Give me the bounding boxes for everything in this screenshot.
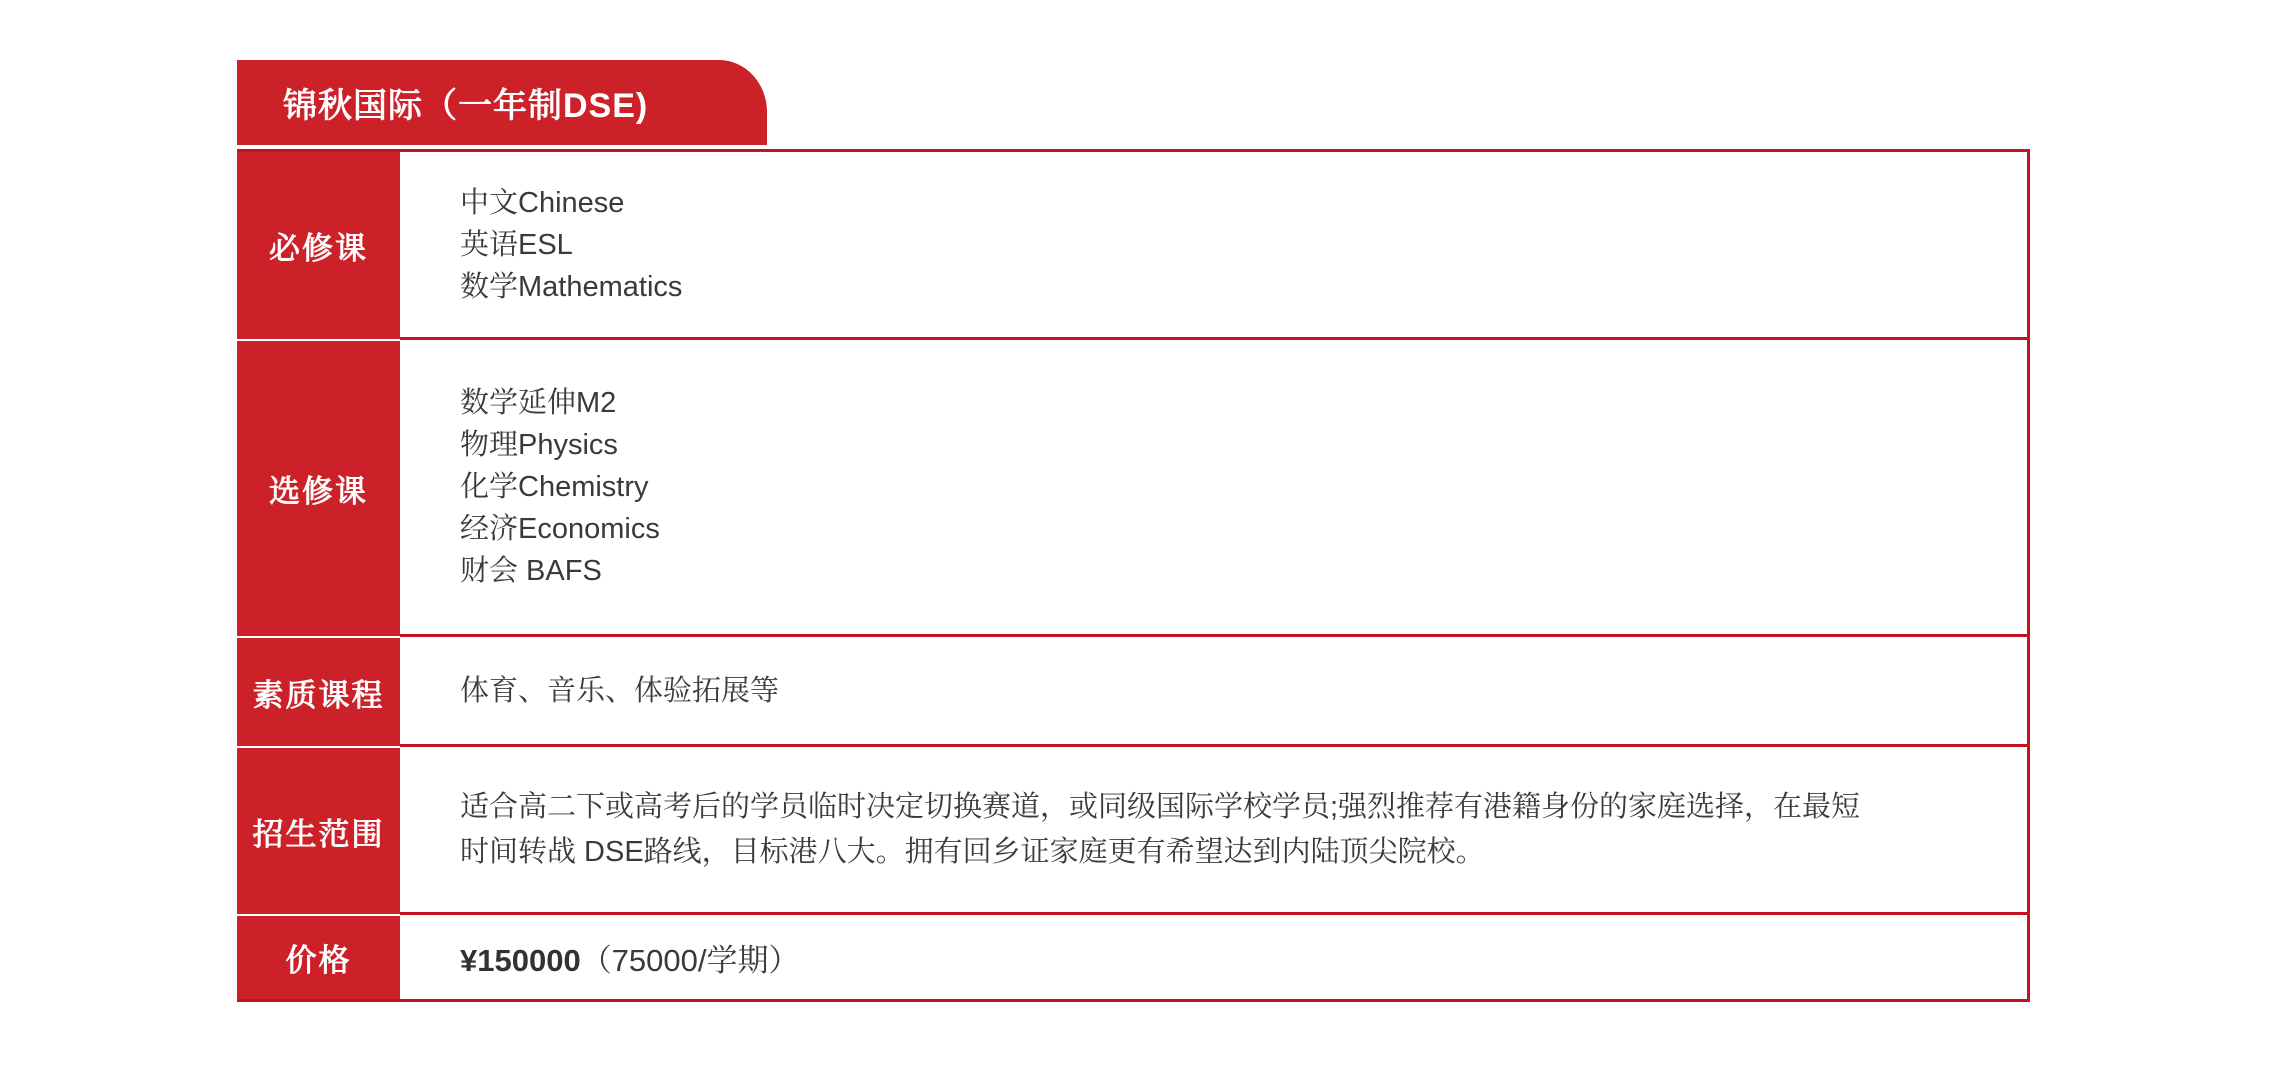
row-content-enrollment-scope — [400, 747, 2027, 915]
course-line: 英语ESL — [460, 228, 573, 261]
table-row-required-courses — [237, 152, 2027, 340]
paragraph-line: 时间转战 DSE路线，目标港八大。拥有回乡证家庭更有希望达到内陆顶尖院校。 — [460, 835, 1485, 868]
row-label-enrollment-scope: 招生范围 — [252, 816, 385, 852]
table-row-enrollment-scope — [237, 747, 2027, 915]
row-label-cell — [237, 916, 400, 999]
row-label-price: 价格 — [285, 943, 352, 978]
row-content-required-courses — [400, 152, 2027, 340]
course-line: 中文Chinese — [460, 186, 625, 219]
table-row-elective-courses — [237, 340, 2027, 637]
course-line: 数学延伸M2 — [460, 387, 617, 419]
row-content-price — [400, 915, 2027, 999]
course-line: 物理Physics — [460, 429, 618, 461]
row-label-required-courses: 必修课 — [269, 231, 368, 266]
course-line: 体育、音乐、体验拓展等 — [460, 674, 780, 707]
row-content-quality-courses — [400, 637, 2027, 747]
row-label-cell — [237, 341, 400, 636]
program-header-tab — [237, 60, 767, 145]
row-label-elective-courses: 选修课 — [269, 474, 368, 509]
row-label-quality-courses: 素质课程 — [252, 677, 385, 713]
course-line: 数学Mathematics — [460, 270, 683, 303]
paragraph-line: 适合高二下或高考后的学员临时决定切换赛道，或同级国际学校学员;强烈推荐有港籍身份的家庭选择，在最短 — [460, 790, 1861, 823]
price-per-term: （75000/学期） — [580, 942, 800, 978]
table-row-price — [237, 915, 2027, 999]
price-line — [460, 935, 1987, 980]
course-line: 经济Economics — [460, 513, 660, 545]
row-label-cell — [237, 748, 400, 914]
course-line: 财会 BAFS — [460, 555, 602, 587]
row-content-elective-courses — [400, 340, 2027, 637]
table-row-quality-courses — [237, 637, 2027, 747]
row-label-cell — [237, 152, 400, 339]
program-title: 锦秋国际（一年制DSE) — [283, 87, 649, 125]
row-label-cell — [237, 638, 400, 746]
course-line: 化学Chemistry — [460, 471, 649, 503]
course-info-table — [237, 149, 2030, 1002]
price-amount: ¥150000 — [460, 942, 581, 978]
